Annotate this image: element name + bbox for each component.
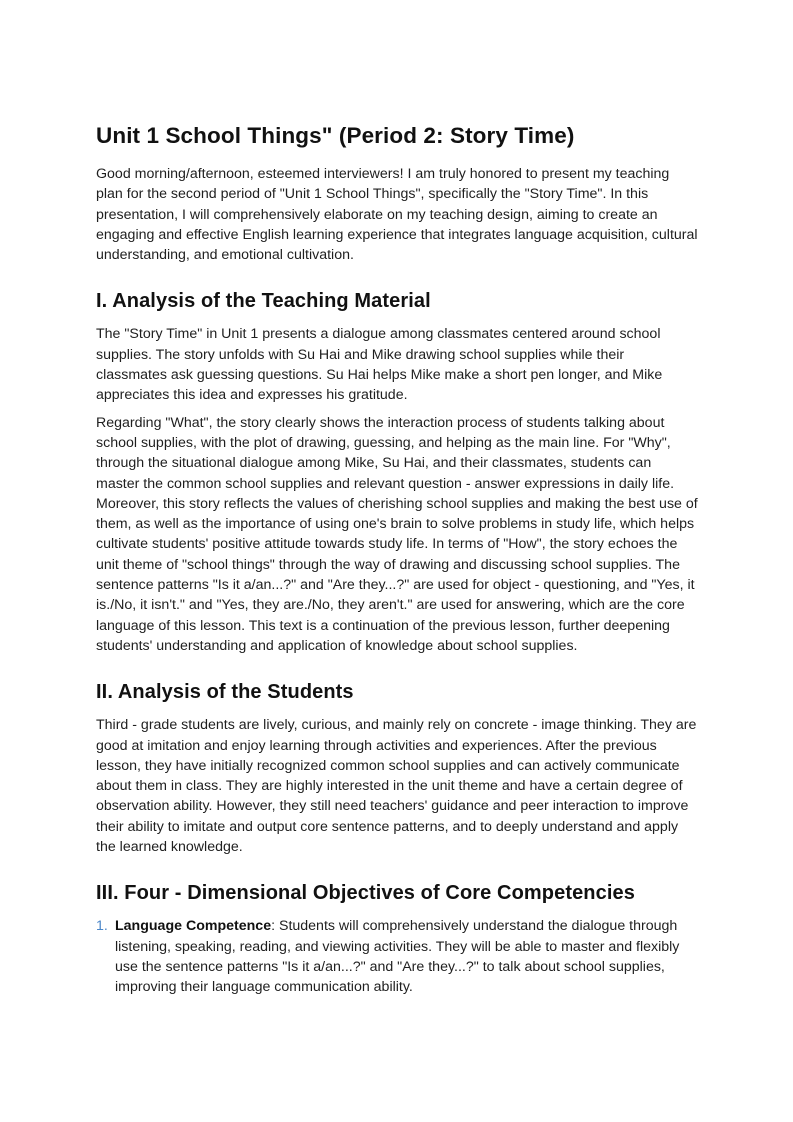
section-teaching-material bbox=[96, 288, 698, 656]
list-number: 1. bbox=[96, 918, 108, 935]
section-paragraph: Third - grade students are lively, curious, and mainly rely on concrete - image thinking. They are good at imitation and enjoy learning through activities and experiences. After the previous lesson, they have initially recognized common school supplies and can actively communicate about them in class. They are highly interested in the unit theme and have a certain degree of observation ability. However, they still need teachers' guidance and peer interaction to improve their ability to imitate and output core sentence patterns, and to deeply understand and apply the learned knowledge. bbox=[96, 717, 697, 856]
section-paragraph: Regarding "What", the story clearly shows the interaction process of students talking about school supplies, with the plot of drawing, guessing, and helping as the main line. For "Why", through the situational dialogue among Mike, Su Hai, and their classmates, students can master the common school supplies and relevant question - answer expressions in daily life. Moreover, this story reflects the values of cherishing school supplies and making the best use of them, as well as the importance of using one's brain to solve problems in study life, which helps cultivate students' positive attitude towards study life. In terms of "How", the story echoes the unit theme of "school things" through the way of drawing and discussing school supplies. The sentence patterns "Is it a/an...?" and "Are they...?" are used for object - questioning, and "Yes, it is./No, it isn't." and "Yes, they are./No, they aren't." are used for answering, which are the core language of this lesson. This text is a continuation of the previous lesson, further deepening students' understanding and application of knowledge about school supplies. bbox=[96, 414, 698, 654]
intro-paragraph: Good morning/afternoon, esteemed interviewers! I am truly honored to present my teaching plan for the second period of "Unit 1 School Things", specifically the "Story Time". In this presentation, I will comprehensively elaborate on my teaching design, aiming to create an engaging and effective English learning experience that integrates language acquisition, cultural understanding, and emotional cultivation. bbox=[96, 166, 698, 264]
list-text: : Students will comprehensively understand the dialogue through listening, speaking, reading, and viewing activities. They will be able to master and flexibly use the sentence patterns "Is it a/an...?" and "Are they...?" to talk about school supplies, improving their language communication ability. bbox=[115, 918, 680, 996]
section-heading: II. Analysis of the Students bbox=[96, 681, 354, 704]
list-item bbox=[96, 916, 698, 997]
section-heading: III. Four - Dimensional Objectives of Core Competencies bbox=[96, 882, 635, 905]
objectives-list bbox=[96, 916, 698, 997]
section-objectives bbox=[96, 880, 698, 997]
document-title: Unit 1 School Things" (Period 2: Story Time) bbox=[96, 123, 575, 148]
list-term: Language Competence bbox=[115, 918, 272, 935]
document-page bbox=[96, 121, 698, 998]
section-paragraph: The "Story Time" in Unit 1 presents a dialogue among classmates centered around school supplies. The story unfolds with Su Hai and Mike drawing school supplies while their classmates ask guessing questions. Su Hai helps Mike make a short pen longer, and Mike appreciates this idea and expresses his gratitude. bbox=[96, 326, 663, 404]
section-students bbox=[96, 679, 698, 857]
section-heading: I. Analysis of the Teaching Material bbox=[96, 290, 431, 313]
